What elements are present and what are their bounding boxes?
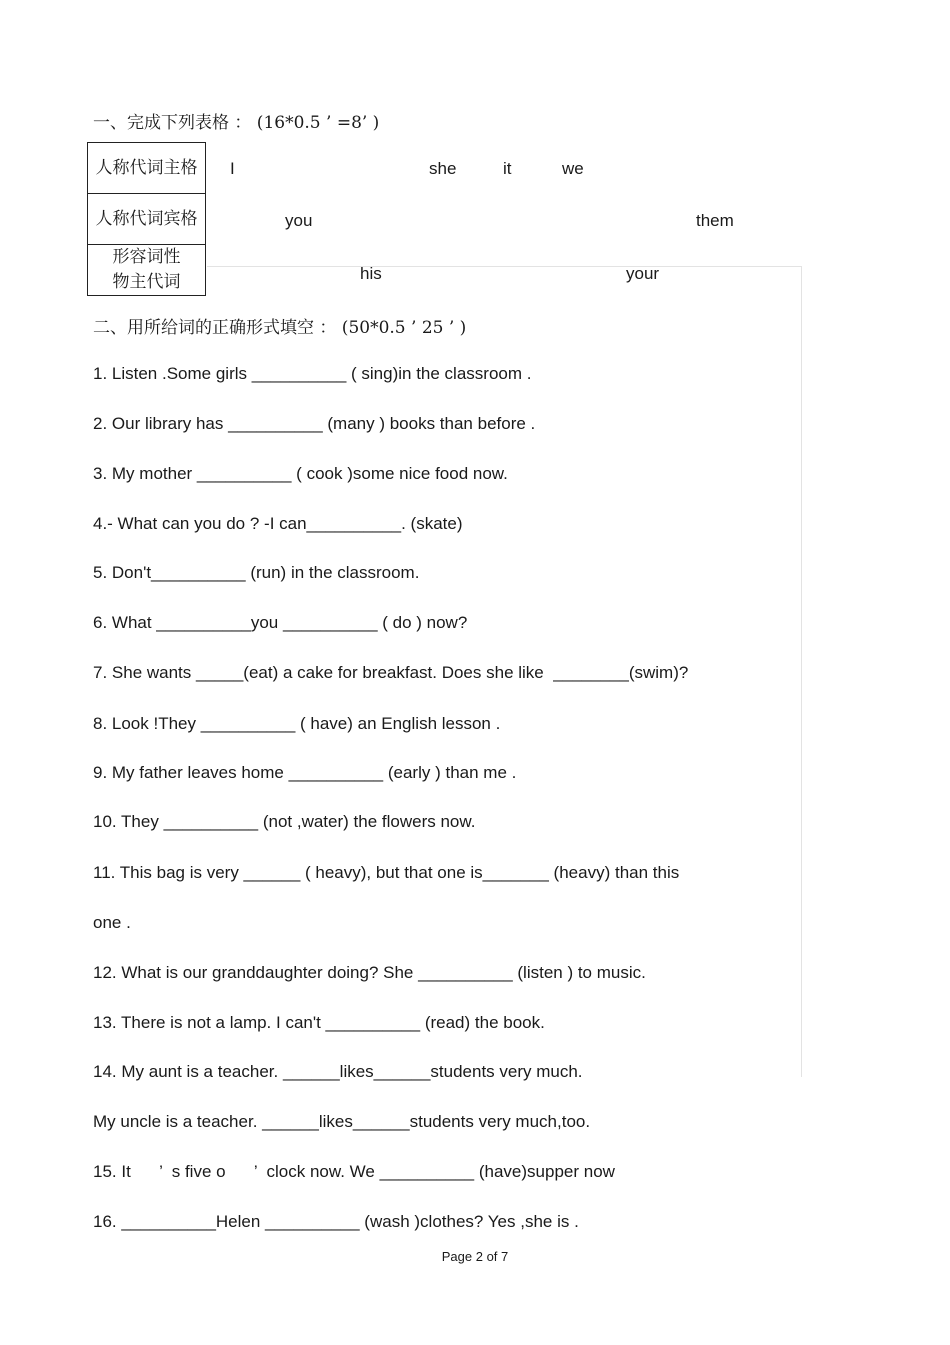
exercise-line-1: 1. Listen .Some girls __________ ( sing)in the classroom .	[93, 364, 532, 383]
section1-title: 一、完成下列表格 ： (16*0.5 ’ =8’ )	[93, 113, 380, 133]
page-number: Page 2 of 7	[441, 1249, 509, 1264]
row-label-line1: 形容词性	[112, 247, 181, 267]
row-label-line2: 物主代词	[112, 272, 181, 292]
cell-subject-i: I	[230, 159, 235, 178]
cell-possessive-his: his	[360, 264, 382, 283]
exercise-line-14b: My uncle is a teacher. ______likes______students very much,too.	[93, 1112, 591, 1131]
cell-object-you: you	[285, 211, 313, 230]
cell-possessive-your: your	[626, 264, 660, 283]
exercise-line-8: 8. Look !They __________ ( have) an English lesson .	[93, 714, 501, 733]
exercise-line-4: 4.- What can you do ? -I can__________. (skate)	[93, 514, 463, 533]
exercise-line-11-cont: one .	[93, 913, 131, 932]
exercise-line-13: 13. There is not a lamp. I can't __________ (read) the book.	[93, 1013, 545, 1032]
exercise-line-5: 5. Don't__________ (run) in the classroom.	[93, 563, 420, 582]
exercise-line-7: 7. She wants _____(eat) a cake for breakfast. Does she like ________(swim)?	[93, 663, 689, 682]
section2-title: 二、用所给词的正确形式填空 ： (50*0.5 ’ 25 ’ )	[93, 318, 467, 338]
cell-subject-it: it	[503, 159, 512, 178]
exercise-line-16: 16. __________Helen __________ (wash )clothes? Yes ,she is .	[93, 1212, 579, 1231]
row-label-object-pronoun: 人称代词宾格	[87, 193, 206, 245]
row-label-subject-pronoun: 人称代词主格	[87, 142, 206, 194]
exercise-line-3: 3. My mother __________ ( cook )some nice food now.	[93, 464, 508, 483]
cell-subject-she: she	[429, 159, 457, 178]
exercise-line-2: 2. Our library has __________ (many ) books than before .	[93, 414, 536, 433]
exercise-line-11: 11. This bag is very ______ ( heavy), but that one is_______ (heavy) than this	[93, 863, 680, 882]
exercise-line-10: 10. They __________ (not ,water) the flowers now.	[93, 812, 476, 831]
cell-subject-we: we	[562, 159, 584, 178]
exercise-line-9: 9. My father leaves home __________ (early ) than me .	[93, 763, 517, 782]
exercise-line-6: 6. What __________you __________ ( do ) now?	[93, 613, 468, 632]
exercise-line-14a: 14. My aunt is a teacher. ______likes______students very much.	[93, 1062, 583, 1081]
row-label-possessive-adjective	[87, 244, 206, 296]
exercise-line-15: 15. It ’ s five o ’ clock now. We __________ (have)supper now	[93, 1162, 615, 1181]
exercise-line-12: 12. What is our granddaughter doing? She __________ (listen ) to music.	[93, 963, 646, 982]
cell-object-them: them	[696, 211, 734, 230]
